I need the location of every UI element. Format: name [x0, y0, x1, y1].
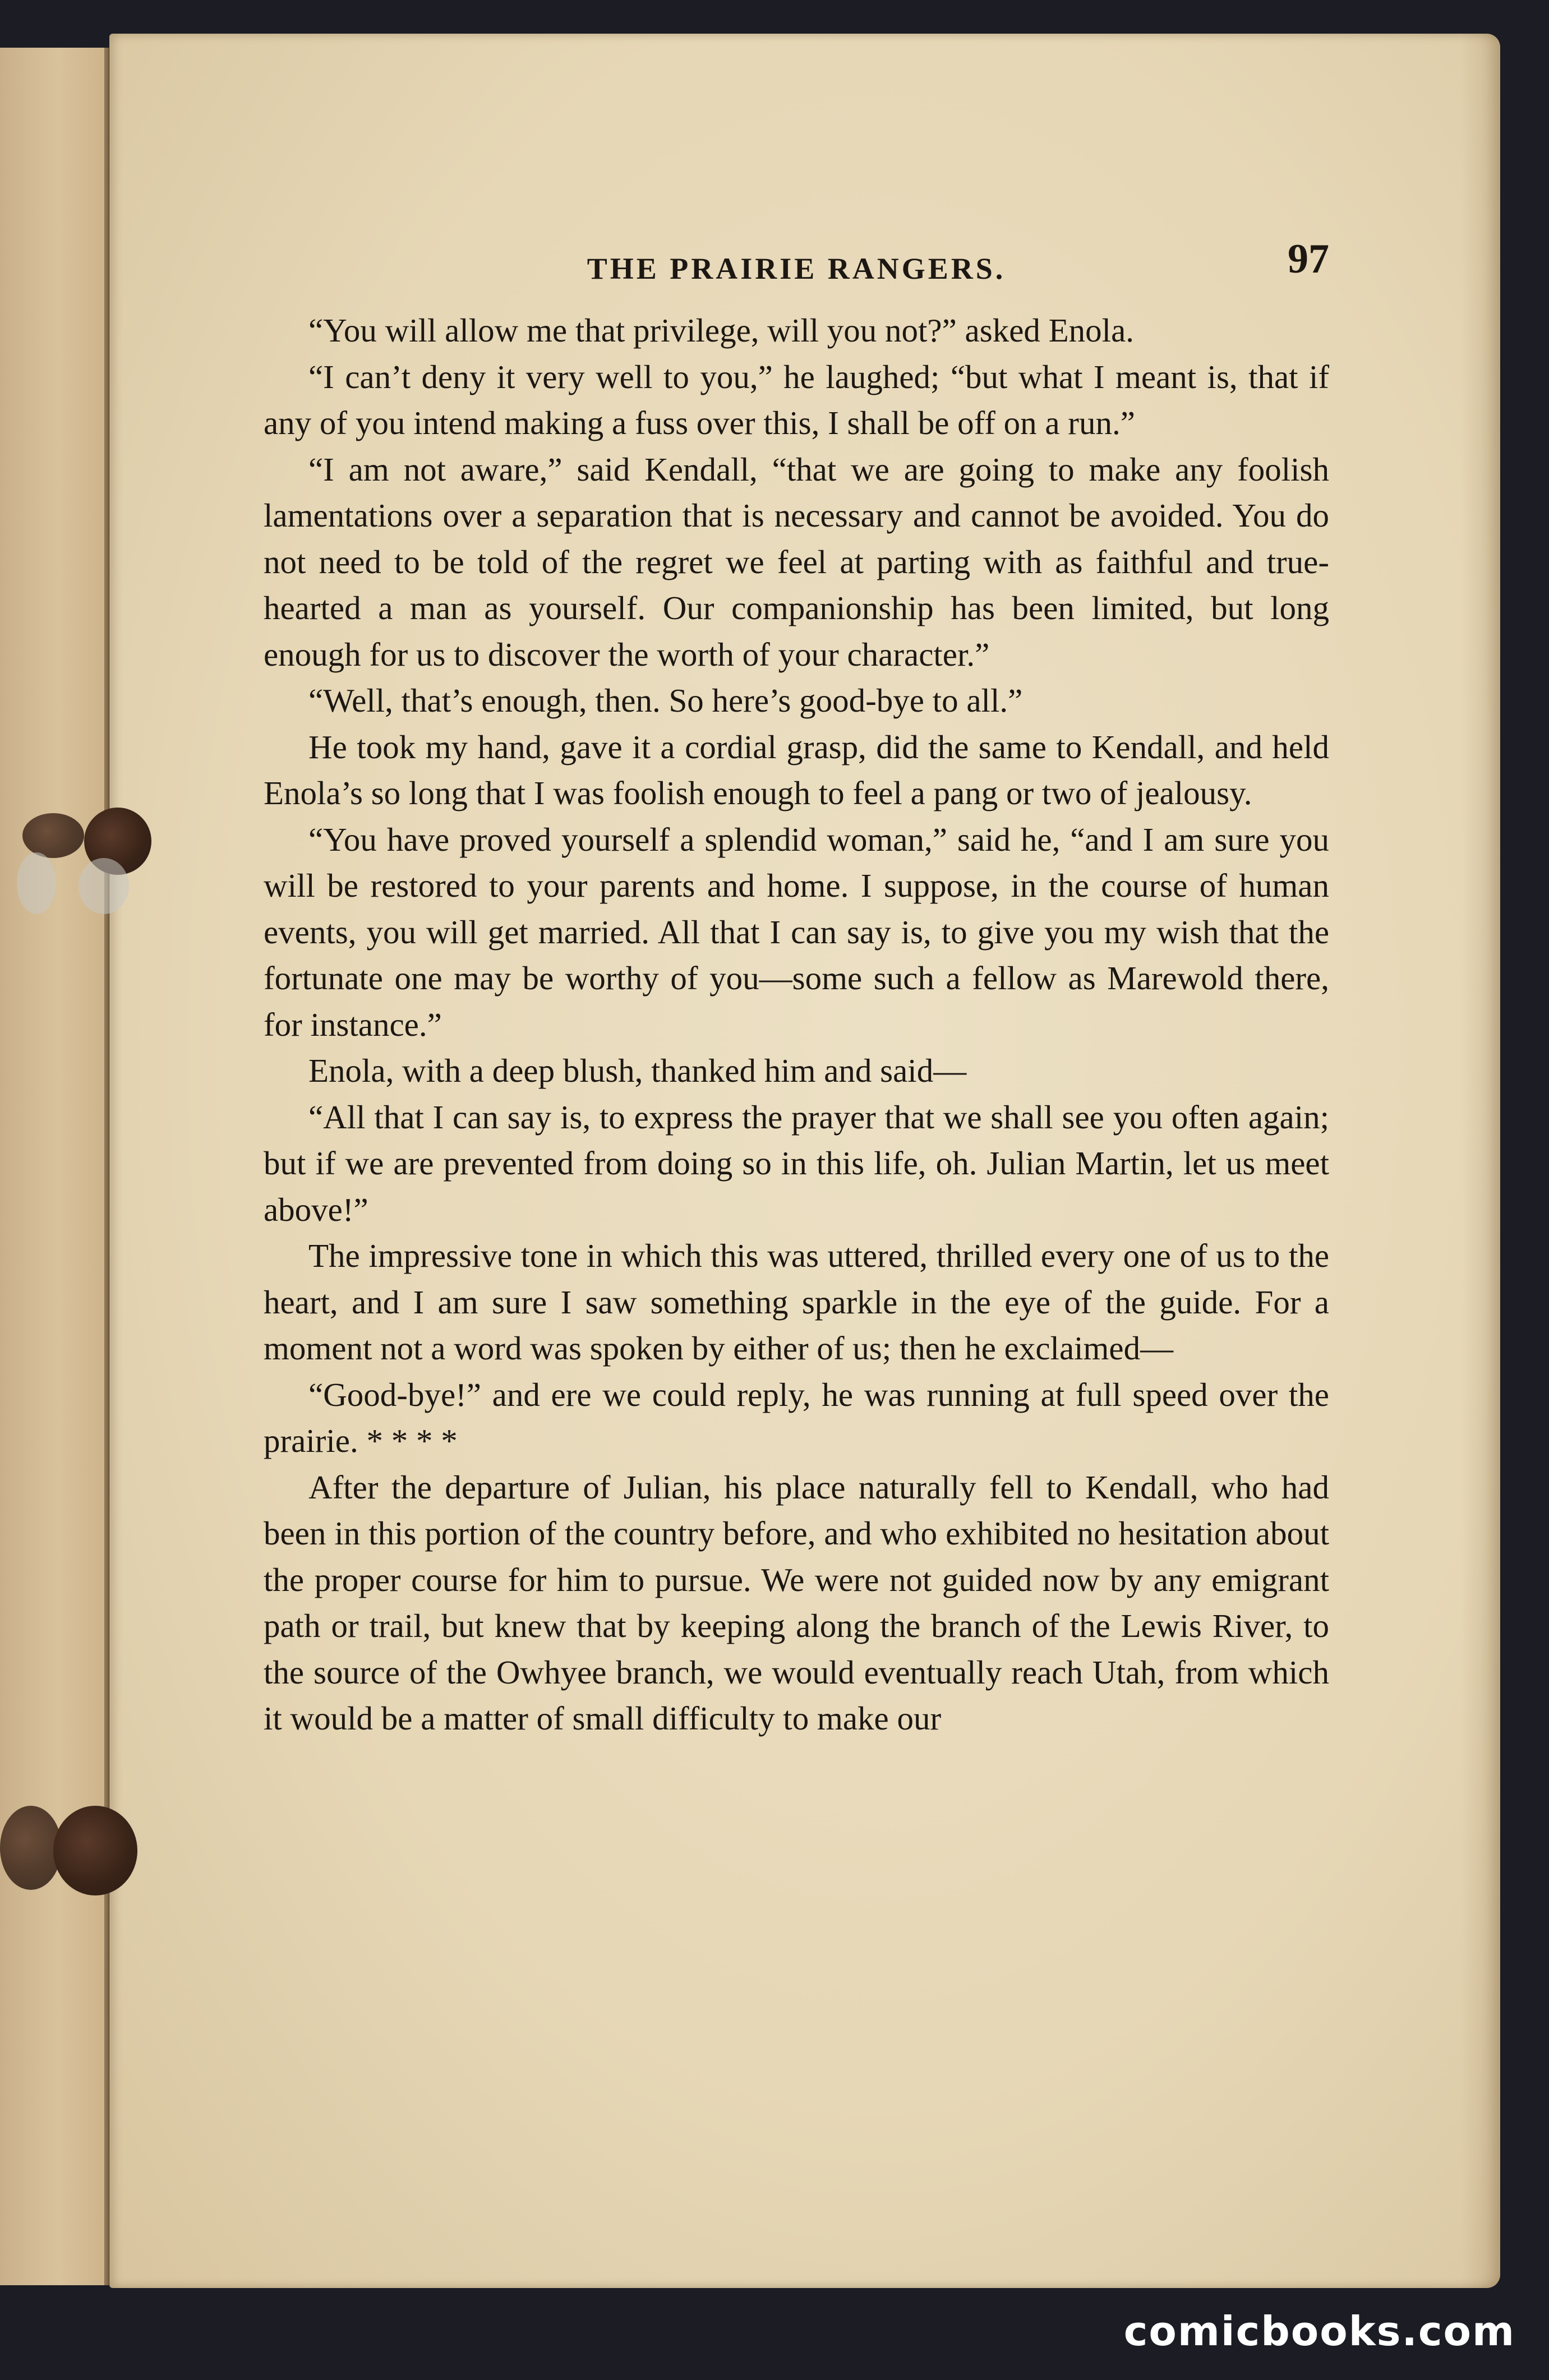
page-text	[264, 236, 1329, 1742]
page-edge	[1461, 34, 1500, 2288]
paragraph: “You will allow me that privilege, will you not?” asked Enola.	[308, 312, 1135, 349]
binding-hole	[53, 1806, 137, 1895]
paragraph: The impressive tone in which this was uttered, thrilled every one of us to the heart, and I am sure I saw something sparkle in the eye of the guide. For a moment not a word was spoken by either of us; then he exclaimed—	[264, 1237, 1329, 1367]
paragraph: “Good-bye!” and ere we could reply, he was running at full speed over the prairie. * * * *	[264, 1376, 1329, 1459]
binding-hole	[22, 813, 84, 858]
binding-hole	[0, 1806, 62, 1890]
running-title: THE PRAIRIE RANGERS.	[587, 252, 1006, 285]
paragraph: “I am not aware,” said Kendall, “that we are going to make any foolish lamentations over a separation that is necessary and cannot be avoided. You do not need to be told of the regret we feel at parting with as faithful and true-hearted a man as yourself. Our companionship has been limited, but long enough for us to discover the worth of your character.”	[264, 450, 1329, 673]
paragraph: After the departure of Julian, his place naturally fell to Kendall, who had been in this portion of the country before, and who exhibited no hesitation about the proper course for him to pursue. We were not guided now by any emigrant path or trail, but knew that by keeping along the branch of the Lewis River, to the source of the Owhyee branch, we would eventually reach Utah, from which it would be a matter of small difficulty to make our	[264, 1468, 1329, 1737]
paragraph: “All that I can say is, to express the prayer that we shall see you often again; but if we are prevented from doing so in this life, oh. Julian Martin, let us meet above!”	[264, 1098, 1329, 1228]
paragraph: He took my hand, gave it a cordial grasp, did the same to Kendall, and held Enola’s so long that I was foolish enough to feel a pang or two of jealousy.	[264, 728, 1329, 811]
page-number: 97	[1288, 236, 1329, 282]
paper-stain	[17, 852, 56, 914]
paragraph: “You have proved yourself a splendid woman,” said he, “and I am sure you will be restored to your parents and home. I suppose, in the course of human events, you will get married. All that I can say is, to give you my wish that the fortunate one may be worthy of you—some such a fellow as Marewold there, for instance.”	[264, 820, 1329, 1043]
paper-stain	[79, 858, 129, 914]
paragraph: Enola, with a deep blush, thanked him and said—	[308, 1052, 967, 1089]
paragraph: “Well, that’s enough, then. So here’s good-bye to all.”	[308, 682, 1023, 719]
paragraph: “I can’t deny it very well to you,” he laughed; “but what I meant is, that if any of you intend making a fuss over this, I shall be off on a run.”	[264, 358, 1329, 441]
watermark: comicbooks.com	[1123, 2308, 1515, 2355]
running-head	[264, 236, 1329, 292]
facing-page-edge	[0, 48, 109, 2285]
